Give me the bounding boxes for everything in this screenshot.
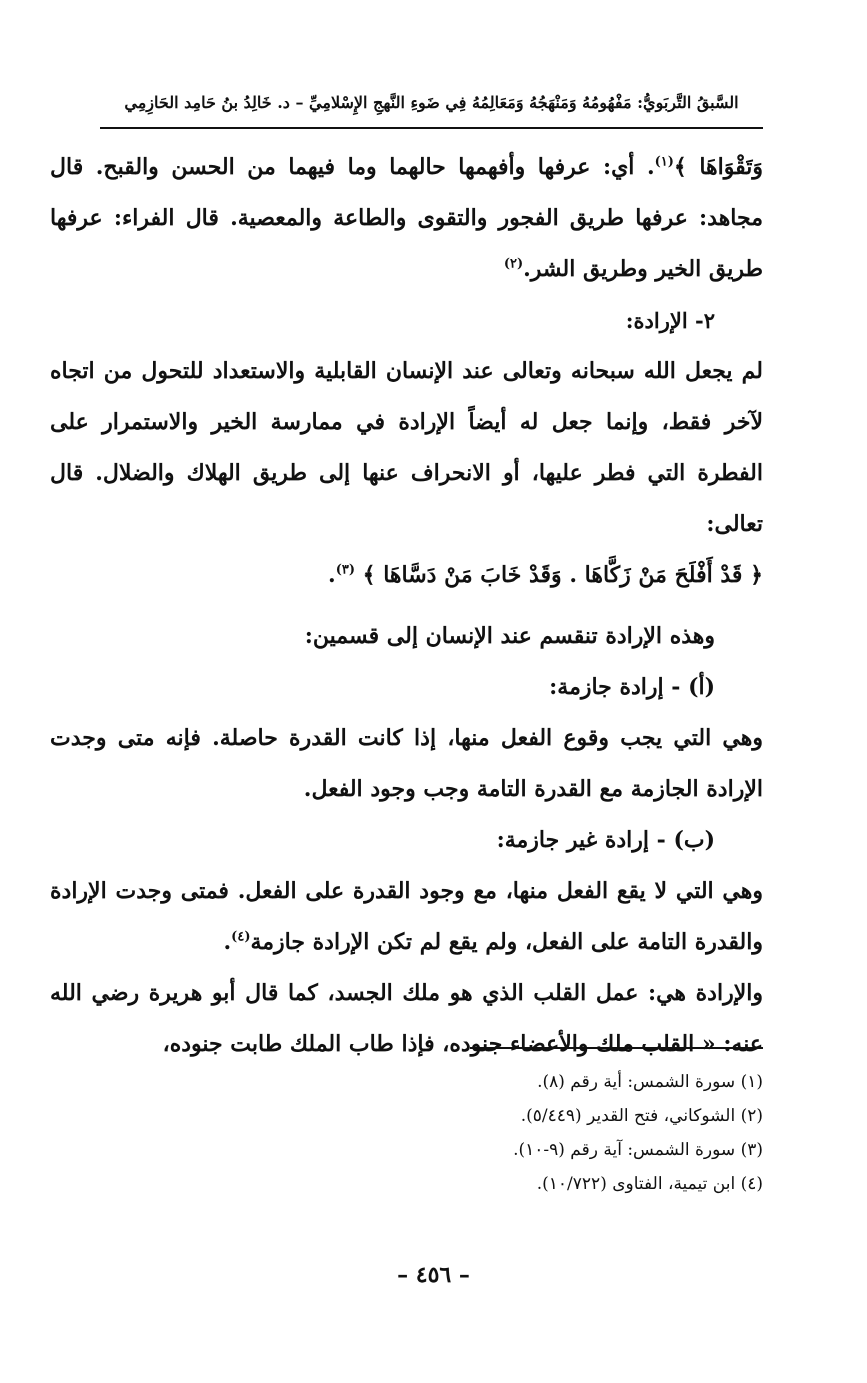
footnote-ref-4: (٤) — [231, 929, 251, 945]
footnote-ref-1: (١) — [654, 154, 674, 170]
page-number: – ٤٥٦ – — [397, 1262, 470, 1288]
body-text — [50, 142, 763, 1070]
section-heading-will: ٢- الإرادة: — [625, 308, 715, 333]
verse-fragment: وَتَقْوَاهَا ﴾ — [673, 154, 763, 180]
running-header: السَّبقُ التَّربَويُّ: مَفْهُومُهُ وَمَنْهَجُهُ وَمَعَالِمُهُ فِي ضَوءِ النَّهجِ الإِسْلامِيِّ – د. خَالِدُ بنُ حَامِد الحَازِمِي — [124, 93, 739, 112]
verse-text: ﴿ قَدْ أَفْلَحَ مَنْ زَكَّاهَا . وَقَدْ خَابَ مَنْ دَسَّاهَا ﴾ — [362, 562, 763, 588]
footnote-ref-3: (٣) — [335, 562, 355, 578]
paragraph-1 — [50, 142, 763, 295]
part-b-title: (ب) - إرادة غير جازمة: — [496, 827, 715, 853]
part-b-text-body: وهي التي لا يقع الفعل منها، مع وجود القدرة على الفعل. فمتى وجدت الإرادة والقدرة التامة على الفعل، ولم يقع لم تكن الإرادة جازمة — [50, 878, 763, 955]
footnote-2: (٢) الشوكاني، فتح القدير (٥/٤٤٩). — [520, 1106, 763, 1126]
footnotes — [300, 1065, 763, 1201]
paragraph-2: لم يجعل الله سبحانه وتعالى عند الإنسان القابلية والاستعداد للتحول من اتجاه لآخر فقط، وإنما جعل له أيضاً الإرادة في ممارسة الخير والاستمرار على الفطرة التي فطر عليها، أو الانحراف عنها إلى طريق الهلاك والضلال. قال تعالى: — [50, 358, 763, 537]
paragraph-1-text: . أي: عرفها وأفهمها حالهما وما فيهما من الحسن والقبح. قال مجاهد: عرفها طريق الفجور والتقوى والطاعة والمعصية. قال الفراء: عرفها طريق الخير وطريق الشر. — [50, 154, 763, 282]
footnote-rule — [470, 1047, 763, 1049]
footnote-3: (٣) سورة الشمس: آية رقم (٩-١٠). — [513, 1140, 763, 1160]
footnote-4: (٤) ابن تيمية، الفتاوى (١٠/٧٢٢). — [536, 1174, 763, 1194]
paragraph-last: والإرادة هي: عمل القلب الذي هو ملك الجسد، كما قال أبو هريرة رضي الله عنه: « القلب ملك والأعضاء جنوده، فإذا طاب الملك طابت جنوده، — [50, 980, 763, 1057]
header-rule — [100, 127, 763, 129]
part-a-text: وهي التي يجب وقوع الفعل منها، إذا كانت القدرة حاصلة. فإنه متى وجدت الإرادة الجازمة مع القدرة التامة وجب وجود الفعل. — [50, 725, 763, 802]
quran-verse: ﴿ قَدْ أَفْلَحَ مَنْ زَكَّاهَا . وَقَدْ خَابَ مَنْ دَسَّاهَا ﴾ $^{(٣)}$. — [328, 562, 763, 588]
part-b-text: وهي التي لا يقع الفعل منها، مع وجود القدرة على الفعل. فمتى وجدت الإرادة والقدرة التامة على الفعل، ولم يقع لم تكن الإرادة جازمة$^{(٤)}$. — [50, 878, 763, 955]
footnote-1: (١) سورة الشمس: أية رقم (٨). — [537, 1072, 763, 1092]
paragraph-intro-parts: وهذه الإرادة تنقسم عند الإنسان إلى قسمين: — [304, 623, 715, 649]
part-a-title: (أ) - إرادة جازمة: — [549, 674, 715, 700]
footnote-ref-2: (٢) — [503, 256, 524, 272]
